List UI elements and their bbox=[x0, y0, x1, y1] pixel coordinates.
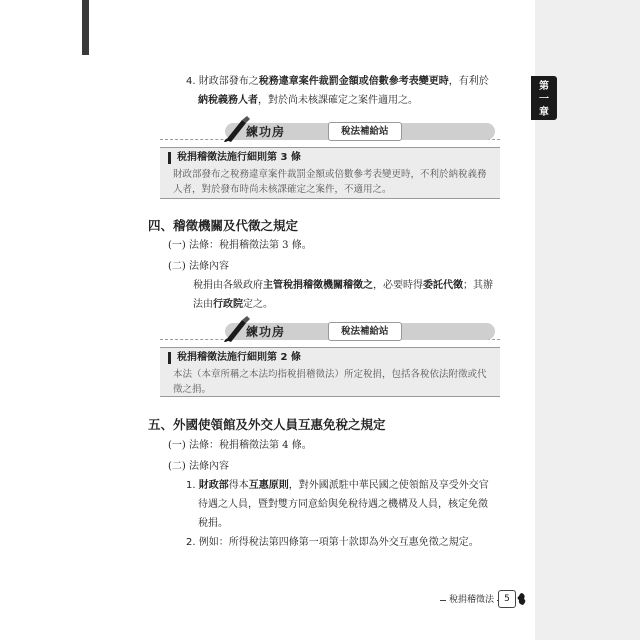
section4-sub1: (一) 法條：稅捐稽徵法第 3 條。 bbox=[168, 240, 312, 251]
section5-item1-line1 bbox=[186, 476, 489, 495]
tip-header-2 bbox=[160, 318, 500, 346]
section4-content-line2 bbox=[193, 295, 273, 314]
content-text: 稅捐由各級政府 bbox=[193, 280, 263, 291]
tip-label: 稅法補給站 bbox=[328, 122, 402, 141]
tip-note-body bbox=[173, 367, 493, 397]
ornament-icon bbox=[516, 592, 528, 606]
tip-note-line: 徵之捐。 bbox=[173, 384, 212, 395]
tip-note-line: 人者，對於發布時尚未核課確定之案件，不適用之。 bbox=[173, 184, 392, 195]
tip-note-1 bbox=[160, 147, 500, 199]
chapter-tab bbox=[531, 76, 557, 120]
tip-note-title: 稅捐稽徵法施行細則第 3 條 bbox=[168, 152, 301, 164]
item-number: 1. bbox=[186, 480, 196, 491]
item4-number: 4. bbox=[186, 76, 196, 87]
section5-sub2: (二) 法條內容 bbox=[168, 461, 229, 472]
item-number: 2. bbox=[186, 537, 196, 548]
item4-emphasis-2: 納稅義務人者 bbox=[198, 95, 258, 106]
section5-item1-line2: 待遇之人員，暨對雙方同意給與免稅待遇之機構及人員，核定免徵 bbox=[198, 499, 488, 510]
content-emphasis: 行政院 bbox=[213, 299, 243, 310]
section5-item1-line3: 稅捐。 bbox=[198, 518, 228, 529]
top-edge-bar bbox=[82, 0, 89, 55]
content-text: 定之。 bbox=[243, 299, 273, 310]
tip-label: 稅法補給站 bbox=[328, 322, 402, 341]
content-text: ；其辦 bbox=[463, 280, 493, 291]
item4-text-end: ，有利於 bbox=[448, 76, 489, 87]
tip-note-line: 本法（本章所稱之本法均指稅捐稽徵法）所定稅捐，包括各稅依法附徵或代 bbox=[173, 369, 487, 380]
section5-sub1: (一) 法條：稅捐稽徵法第 4 條。 bbox=[168, 440, 312, 451]
content-text: 例如：所得稅法第四條第一項第十款即為外交互惠免徵之規定。 bbox=[198, 537, 479, 548]
page-number: 5 bbox=[498, 590, 516, 608]
item4-emphasis: 稅務違章案件裁罰金額或倍數參考表變更時 bbox=[258, 76, 449, 87]
content-text: ，對外國派駐中華民國之使領館及享受外交官 bbox=[288, 480, 489, 491]
chapter-tab-line2: 一 bbox=[539, 94, 549, 105]
tip-note-line: 財政部發布之稅務違章案件裁罰金額或倍數參考表變更時，不利於納稅義務 bbox=[173, 169, 487, 180]
tip-note-body bbox=[173, 167, 493, 197]
section5-item2 bbox=[186, 533, 479, 552]
tip-brand: 練功房 bbox=[246, 125, 286, 139]
item4-line2 bbox=[198, 91, 418, 110]
chapter-tab-line1: 第 bbox=[539, 81, 549, 92]
item4-line1 bbox=[186, 72, 489, 91]
footer-label: 稅捐稽徵法 bbox=[446, 592, 497, 605]
tip-note-title: 稅捐稽徵法施行細則第 2 條 bbox=[168, 352, 301, 364]
chapter-tab-line3: 章 bbox=[539, 107, 549, 118]
content-emphasis: 互惠原則 bbox=[248, 480, 289, 491]
item4-text-2: ，對於尚未核課確定之案件適用之。 bbox=[258, 95, 418, 106]
section-heading: 四、稽徵機關及代徵之規定 bbox=[148, 218, 299, 233]
content-text: ，必要時得 bbox=[373, 280, 423, 291]
item4-text: 財政部發布之 bbox=[198, 76, 259, 87]
content-text: 法由 bbox=[193, 299, 213, 310]
content-emphasis: 主管稅捐稽徵機關稽徵之 bbox=[263, 280, 373, 291]
content-text: 得本 bbox=[228, 480, 249, 491]
section4-sub2: (二) 法條內容 bbox=[168, 261, 229, 272]
section4-content-line1 bbox=[193, 276, 493, 295]
tip-header-1 bbox=[160, 118, 500, 146]
content-emphasis: 財政部 bbox=[198, 480, 229, 491]
section-heading: 五、外國使領館及外交人員互惠免稅之規定 bbox=[148, 417, 386, 432]
content-emphasis: 委託代徵 bbox=[423, 280, 463, 291]
tip-brand: 練功房 bbox=[246, 325, 286, 339]
tip-note-2 bbox=[160, 347, 500, 397]
